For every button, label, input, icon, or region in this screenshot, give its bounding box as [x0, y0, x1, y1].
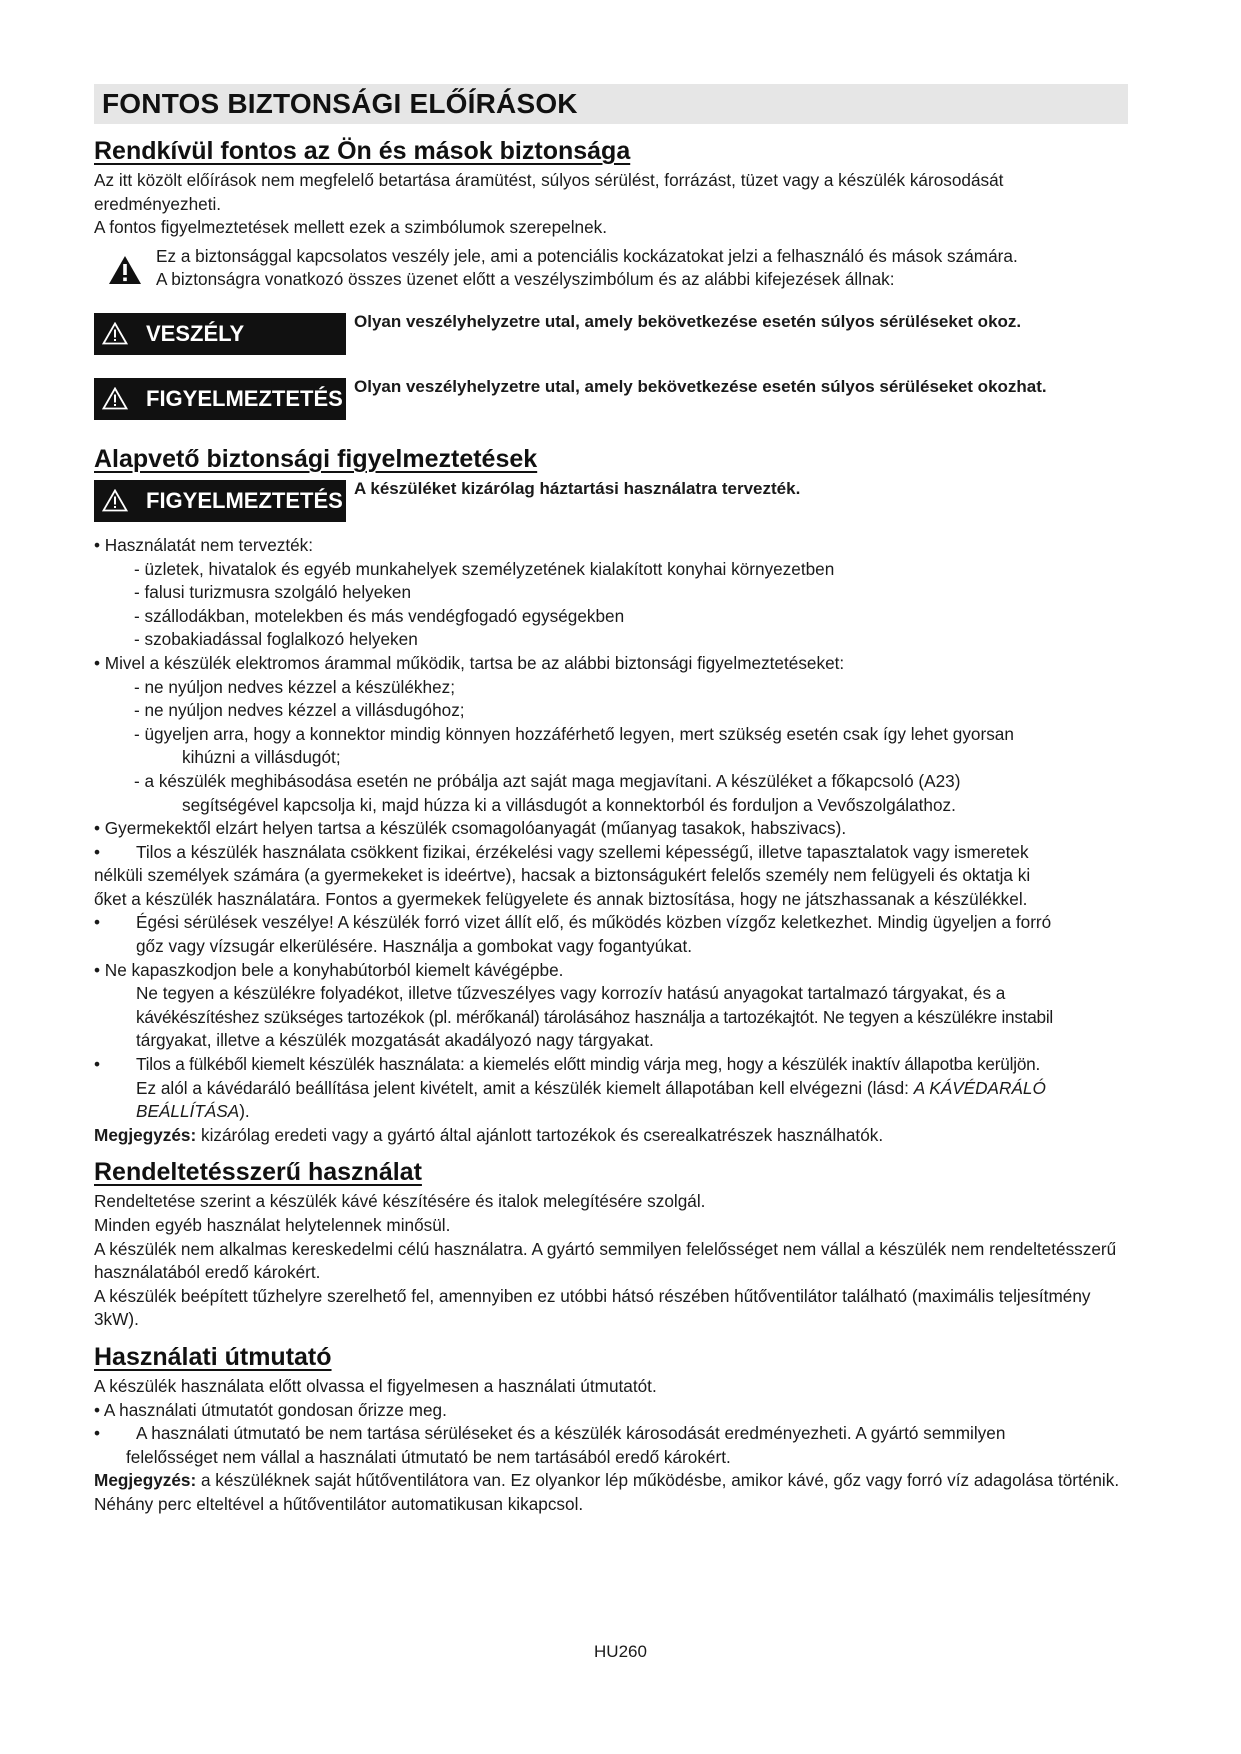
paragraph: Rendeltetése szerint a készülék kávé készítésére és italok melegítésére szolgál. — [94, 1191, 706, 1212]
bullet-line: őket a készülék használatára. Fontos a gyermekek felügyelete és annak biztosítása, hogy ne játszhassanak a készülékkel. — [94, 888, 1028, 909]
note — [94, 1124, 1128, 1148]
bullet-line — [136, 1100, 1128, 1124]
bullet-block — [94, 982, 1128, 1053]
sub-item-continuation: segítségével kapcsolja ki, majd húzza ki a villásdugót a konnektorból és forduljon a Vevőszolgálathoz. — [182, 794, 956, 815]
paragraph: A készülék használata előtt olvassa el figyelmesen a használati útmutatót. — [94, 1375, 657, 1396]
warning-label: FIGYELMEZTETÉS — [146, 386, 343, 412]
section-heading-basic-warnings: Alapvető biztonsági figyelmeztetések — [94, 444, 538, 473]
note — [94, 1469, 1128, 1516]
bullet-line-text: ). — [239, 1101, 250, 1122]
warning-label: FIGYELMEZTETÉS — [146, 488, 343, 514]
note-label: Megjegyzés: — [94, 1124, 197, 1145]
sub-item: - falusi turizmusra szolgáló helyeken — [134, 582, 412, 603]
sub-item: - szállodákban, motelekben és más vendégfogadó egységekben — [134, 605, 625, 626]
paragraph: Minden egyéb használat helytelennek minősül. — [94, 1215, 451, 1235]
warning-triangle-icon — [102, 322, 128, 345]
bullet-dot: • — [94, 1054, 101, 1075]
symbol-explanation — [94, 245, 1128, 292]
bullet-item: • Használatát nem tervezték: — [94, 534, 314, 555]
main-title: FONTOS BIZTONSÁGI ELŐÍRÁSOK — [94, 84, 1128, 124]
warning-text: A készüléket kizárólag háztartási használatra tervezték. — [354, 478, 801, 498]
bullet-line-text: Ez alól a kávédaráló beállítása jelent kivételt, amit a készülék kiemelt állapotában kell elvégezni (lásd: — [136, 1077, 914, 1098]
warning-triangle-icon — [102, 387, 128, 410]
bullet-line: nélküli személyek számára (a gyermekeket is ideértve), hacsak a biztonságukért felelős személy nem felügyeli és oktatja ki — [94, 865, 1031, 886]
bullet-item: • Ne kapaszkodjon bele a konyhabútorból kiemelt kávégépbe. — [94, 959, 564, 980]
note-text: kizárólag eredeti vagy a gyártó által ajánlott tartozékok és cserealkatrészek használhatók. — [196, 1124, 884, 1145]
sub-item: - ügyeljen arra, hogy a konnektor mindig könnyen hozzáférhető legyen, mert szükség esetén csak így lehet gyorsan — [134, 723, 1014, 744]
bullet-item — [94, 911, 1128, 935]
cross-reference: BEÁLLÍTÁSA — [136, 1101, 240, 1122]
sub-item: - ne nyúljon nedves kézzel a készülékhez; — [134, 676, 456, 697]
sub-item: - ne nyúljon nedves kézzel a villásdugóhoz; — [134, 700, 465, 721]
bullet-item — [94, 1053, 1128, 1077]
warning-row — [94, 477, 1128, 522]
danger-badge — [94, 313, 346, 355]
warning-badge — [94, 480, 346, 522]
danger-row — [94, 310, 1128, 355]
bullet-line: A használati útmutató be nem tartása sérüléseket és a készülék károsodását eredményezheti. A gyártó semmilyen — [136, 1423, 1006, 1444]
warning-text: Olyan veszélyhelyzetre utal, amely bekövetkezése esetén súlyos sérüléseket okozhat. — [354, 376, 1047, 396]
bullet-item — [94, 841, 1128, 865]
danger-text: Olyan veszélyhelyzetre utal, amely bekövetkezése esetén súlyos sérüléseket okoz. — [354, 311, 1022, 331]
bullet-line: Tilos a fülkéből kiemelt készülék használata: a kiemelés előtt mindig várja meg, hogy a készülék inaktív állapotba kerüljön. — [136, 1054, 1041, 1075]
section-heading-user-manual: Használati útmutató — [94, 1342, 332, 1371]
note-label: Megjegyzés: — [94, 1470, 197, 1491]
sub-item: - a készülék meghibásodása esetén ne próbálja azt saját maga megjavítani. A készüléket a főkapcsoló (A23) — [134, 770, 961, 791]
section-heading-intended-use: Rendeltetésszerű használat — [94, 1158, 422, 1187]
bullet-line: felelősséget nem vállal a használati útmutató be nem tartásából eredő károkért. — [126, 1446, 731, 1467]
bullet-dot: • — [94, 1423, 101, 1444]
bullet-line: kávékészítéshez szükséges tartozékok (pl. mérőkanál) tárolásához használja a tartozékajtót. Ne tegyen a készülékre instabil — [136, 1006, 1053, 1027]
page-number: HU260 — [594, 1642, 647, 1661]
danger-label: VESZÉLY — [146, 321, 245, 347]
warning-badge — [94, 378, 346, 420]
bullet-line: gőz vagy vízsugár elkerülésére. Használja a gombokat vagy fogantyúkat. — [136, 936, 693, 957]
symbol-text: A biztonságra vonatkozó összes üzenet előtt a veszélyszimbólum és az alábbi kifejezések állnak: — [156, 269, 895, 290]
warning-triangle-icon — [108, 255, 142, 292]
document-page — [94, 84, 1128, 1517]
bullet-line: Ne tegyen a készülékre folyadékot, illetve tűzveszélyes vagy korrozív hatású anyagokat tartalmazó tárgyakat, és a — [136, 983, 1006, 1004]
paragraph: A fontos figyelmeztetések mellett ezek a szimbólumok szerepelnek. — [94, 217, 607, 238]
bullet-line: Égési sérülések veszélye! A készülék forró vizet állít elő, és működés közben vízgőz keletkezhet. Mindig ügyeljen a forró — [136, 912, 1052, 933]
note-text: a készüléknek saját hűtőventilátora van. Ez olyankor lép működésbe, amikor kávé, gőz vagy forró víz adagolása történik. Néhány perc elteltével a hűtőventilátor automatikusan kikapcsol. — [94, 1470, 1120, 1514]
warning-triangle-icon — [102, 489, 128, 512]
bullet-line — [136, 1077, 1128, 1101]
paragraph: Az itt közölt előírások nem megfelelő betartása áramütést, súlyos sérülést, forrázást, tüzet vagy a készülék károsodását eredményezheti. — [94, 170, 1004, 214]
bullet-block — [94, 1077, 1128, 1124]
bullet-dot: • — [94, 912, 101, 933]
bullet-item: • Gyermekektől elzárt helyen tartsa a készülék csomagolóanyagát (műanyag tasakok, habszivacs). — [94, 818, 847, 839]
paragraph: A készülék beépített tűzhelyre szerelhető fel, amennyiben ez utóbbi hátsó részében hűtőventilátor található (maximális teljesítmény 3kW). — [94, 1285, 1091, 1330]
cross-reference: A KÁVÉDARÁLÓ — [913, 1077, 1046, 1098]
symbol-text: Ez a biztonsággal kapcsolatos veszély jele, ami a potenciális kockázatokat jelzi a felhasználó és mások számára. — [156, 245, 1018, 266]
sub-item: - szobakiadással foglalkozó helyeken — [134, 629, 418, 650]
bullet-item: • Mivel a készülék elektromos árammal működik, tartsa be az alábbi biztonsági figyelmeztetéseket: — [94, 652, 845, 673]
bullet-line: tárgyakat, illetve a készülék mozgatását akadályozó nagy tárgyakat. — [136, 1030, 654, 1051]
bullet-line: Tilos a készülék használata csökkent fizikai, érzékelési vagy szellemi képességű, illetve tapasztalatok vagy ismeretek — [136, 841, 1029, 862]
section-heading-safety: Rendkívül fontos az Ön és mások biztonsága — [94, 137, 631, 165]
paragraph: A készülék nem alkalmas kereskedelmi célú használatra. A gyártó semmilyen felelősséget nem vállal a készülék nem rendeltetésszerű használatából eredő károkért. — [94, 1238, 1117, 1283]
bullet-item: • A használati útmutatót gondosan őrizze meg. — [94, 1399, 447, 1420]
sub-item-continuation: kihúzni a villásdugót; — [182, 747, 341, 768]
warning-row — [94, 375, 1128, 420]
bullet-dot: • — [94, 841, 101, 862]
sub-item: - üzletek, hivatalok és egyéb munkahelyek személyzetének kialakított konyhai környezetben — [134, 558, 835, 579]
bullet-item — [94, 1422, 1128, 1446]
